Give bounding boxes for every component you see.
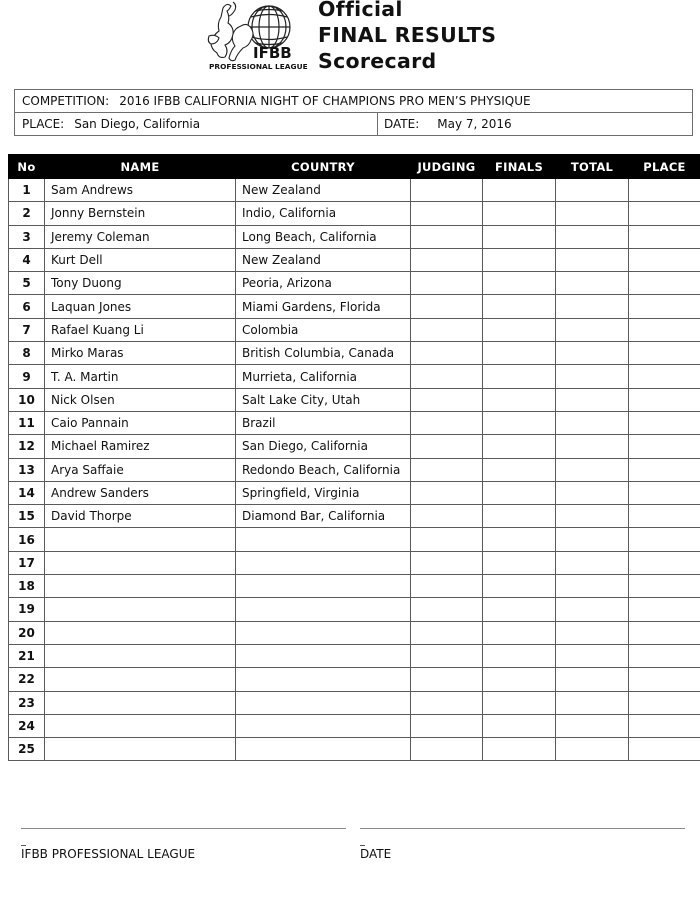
place-value: San Diego, California: [74, 117, 201, 131]
competitor-country: [236, 621, 411, 644]
table-header-row: [9, 155, 700, 179]
table-row: [9, 248, 700, 271]
table-row: [9, 528, 700, 551]
finals-score-cell[interactable]: [483, 738, 556, 761]
place-cell[interactable]: [629, 575, 700, 598]
row-number: 19: [9, 598, 45, 621]
total-score-cell[interactable]: [556, 295, 629, 318]
finals-score-cell[interactable]: [483, 668, 556, 691]
row-number: 22: [9, 668, 45, 691]
table-row: [9, 481, 700, 504]
total-score-cell[interactable]: [556, 598, 629, 621]
place-cell[interactable]: [629, 738, 700, 761]
place-cell[interactable]: [629, 342, 700, 365]
competition-info-box: [14, 89, 693, 136]
place-cell[interactable]: [629, 435, 700, 458]
total-score-cell[interactable]: [556, 714, 629, 737]
total-score-cell[interactable]: [556, 248, 629, 271]
table-row: [9, 668, 700, 691]
title-line-scorecard: Scorecard: [318, 49, 437, 73]
competitor-name: [45, 598, 236, 621]
judging-score-cell[interactable]: [411, 598, 483, 621]
table-row: [9, 551, 700, 574]
competitor-name: Sam Andrews: [45, 179, 236, 202]
column-header-no: No: [9, 155, 45, 179]
date-value: May 7, 2016: [437, 117, 512, 131]
competitor-name: Andrew Sanders: [45, 481, 236, 504]
competitor-name: Caio Pannain: [45, 411, 236, 434]
date-signature-tick: [360, 845, 365, 846]
table-row: [9, 738, 700, 761]
competitor-country: [236, 668, 411, 691]
finals-score-cell[interactable]: [483, 225, 556, 248]
league-signature-line: [21, 828, 346, 829]
place-cell[interactable]: [629, 458, 700, 481]
competitor-name: [45, 528, 236, 551]
total-score-cell[interactable]: [556, 435, 629, 458]
place-cell[interactable]: [629, 505, 700, 528]
finals-score-cell[interactable]: [483, 458, 556, 481]
total-score-cell[interactable]: [556, 738, 629, 761]
row-number: 16: [9, 528, 45, 551]
competitor-country: Murrieta, California: [236, 365, 411, 388]
total-score-cell[interactable]: [556, 505, 629, 528]
finals-score-cell[interactable]: [483, 598, 556, 621]
table-row: [9, 388, 700, 411]
judging-score-cell[interactable]: [411, 435, 483, 458]
finals-score-cell[interactable]: [483, 505, 556, 528]
competitor-name: [45, 621, 236, 644]
total-score-cell[interactable]: [556, 621, 629, 644]
competitor-name: Jeremy Coleman: [45, 225, 236, 248]
judging-score-cell[interactable]: [411, 505, 483, 528]
judging-score-cell[interactable]: [411, 411, 483, 434]
competitor-name: Nick Olsen: [45, 388, 236, 411]
total-score-cell[interactable]: [556, 202, 629, 225]
judging-score-cell[interactable]: [411, 388, 483, 411]
total-score-cell[interactable]: [556, 342, 629, 365]
finals-score-cell[interactable]: [483, 481, 556, 504]
total-score-cell[interactable]: [556, 225, 629, 248]
table-row: [9, 714, 700, 737]
judging-score-cell[interactable]: [411, 691, 483, 714]
row-number: 18: [9, 575, 45, 598]
table-row: [9, 202, 700, 225]
competitor-country: [236, 644, 411, 667]
total-score-cell[interactable]: [556, 528, 629, 551]
league-signature-label: IFBB PROFESSIONAL LEAGUE: [21, 847, 196, 861]
total-score-cell[interactable]: [556, 458, 629, 481]
competitor-country: [236, 575, 411, 598]
judging-score-cell[interactable]: [411, 528, 483, 551]
table-row: [9, 691, 700, 714]
table-row: [9, 505, 700, 528]
judging-score-cell[interactable]: [411, 668, 483, 691]
total-score-cell[interactable]: [556, 575, 629, 598]
place-cell[interactable]: [629, 528, 700, 551]
competitor-name: Kurt Dell: [45, 248, 236, 271]
competitor-name: [45, 551, 236, 574]
competitor-name: Mirko Maras: [45, 342, 236, 365]
finals-score-cell[interactable]: [483, 202, 556, 225]
row-number: 9: [9, 365, 45, 388]
table-row: [9, 318, 700, 341]
place-cell[interactable]: [629, 179, 700, 202]
table-row: [9, 225, 700, 248]
row-number: 1: [9, 179, 45, 202]
row-number: 6: [9, 295, 45, 318]
competitor-name: Michael Ramirez: [45, 435, 236, 458]
place-cell[interactable]: [629, 598, 700, 621]
row-number: 15: [9, 505, 45, 528]
competitor-name: [45, 738, 236, 761]
total-score-cell[interactable]: [556, 644, 629, 667]
judging-score-cell[interactable]: [411, 458, 483, 481]
results-table: [8, 154, 700, 761]
judging-score-cell[interactable]: [411, 179, 483, 202]
row-number: 23: [9, 691, 45, 714]
total-score-cell[interactable]: [556, 691, 629, 714]
place-label: PLACE:: [22, 117, 65, 131]
competitor-name: [45, 668, 236, 691]
finals-score-cell[interactable]: [483, 528, 556, 551]
column-header-place: PLACE: [629, 155, 700, 179]
finals-score-cell[interactable]: [483, 248, 556, 271]
finals-score-cell[interactable]: [483, 691, 556, 714]
finals-score-cell[interactable]: [483, 714, 556, 737]
judging-score-cell[interactable]: [411, 295, 483, 318]
competition-row: [15, 90, 692, 113]
table-row: [9, 272, 700, 295]
competitor-country: [236, 691, 411, 714]
judging-score-cell[interactable]: [411, 272, 483, 295]
judging-score-cell[interactable]: [411, 365, 483, 388]
competitor-country: Redondo Beach, California: [236, 458, 411, 481]
competitor-country: Miami Gardens, Florida: [236, 295, 411, 318]
competitor-country: Brazil: [236, 411, 411, 434]
judging-score-cell[interactable]: [411, 738, 483, 761]
competitor-name: [45, 714, 236, 737]
judging-score-cell[interactable]: [411, 318, 483, 341]
competitor-name: [45, 691, 236, 714]
competitor-name: T. A. Martin: [45, 365, 236, 388]
date-signature-line: [360, 828, 685, 829]
competitor-name: Arya Saffaie: [45, 458, 236, 481]
row-number: 3: [9, 225, 45, 248]
competition-field: [22, 94, 531, 108]
total-score-cell[interactable]: [556, 388, 629, 411]
svg-text:PROFESSIONAL LEAGUE: PROFESSIONAL LEAGUE: [209, 62, 308, 71]
finals-score-cell[interactable]: [483, 342, 556, 365]
place-cell[interactable]: [629, 202, 700, 225]
place-cell[interactable]: [629, 272, 700, 295]
competition-value: 2016 IFBB CALIFORNIA NIGHT OF CHAMPIONS PRO MEN’S PHYSIQUE: [119, 94, 531, 108]
judging-score-cell[interactable]: [411, 551, 483, 574]
total-score-cell[interactable]: [556, 318, 629, 341]
scorecard-title: [318, 0, 496, 74]
finals-score-cell[interactable]: [483, 272, 556, 295]
judging-score-cell[interactable]: [411, 714, 483, 737]
place-date-divider: [377, 113, 378, 135]
competition-label: COMPETITION:: [22, 94, 110, 108]
competitor-country: Springfield, Virginia: [236, 481, 411, 504]
column-header-name: NAME: [45, 155, 236, 179]
date-signature-label: DATE: [360, 847, 392, 861]
finals-score-cell[interactable]: [483, 435, 556, 458]
total-score-cell[interactable]: [556, 411, 629, 434]
table-row: [9, 365, 700, 388]
competitor-country: [236, 528, 411, 551]
table-row: [9, 342, 700, 365]
svg-text:IFBB: IFBB: [253, 44, 292, 62]
judging-score-cell[interactable]: [411, 644, 483, 667]
competitor-country: Peoria, Arizona: [236, 272, 411, 295]
column-header-finals: FINALS: [483, 155, 556, 179]
competitor-country: San Diego, California: [236, 435, 411, 458]
competitor-name: Laquan Jones: [45, 295, 236, 318]
results-table-body: [9, 179, 700, 761]
finals-score-cell[interactable]: [483, 551, 556, 574]
finals-score-cell[interactable]: [483, 575, 556, 598]
competitor-name: Tony Duong: [45, 272, 236, 295]
column-header-total: TOTAL: [556, 155, 629, 179]
place-cell[interactable]: [629, 388, 700, 411]
row-number: 17: [9, 551, 45, 574]
table-row: [9, 621, 700, 644]
competitor-name: Jonny Bernstein: [45, 202, 236, 225]
place-cell[interactable]: [629, 551, 700, 574]
competitor-country: [236, 598, 411, 621]
place-cell[interactable]: [629, 295, 700, 318]
place-cell[interactable]: [629, 644, 700, 667]
competitor-country: New Zealand: [236, 179, 411, 202]
row-number: 21: [9, 644, 45, 667]
ifbb-logo: [203, 0, 308, 72]
place-cell[interactable]: [629, 318, 700, 341]
competitor-country: Salt Lake City, Utah: [236, 388, 411, 411]
row-number: 13: [9, 458, 45, 481]
title-line-official: Official: [318, 0, 403, 21]
table-row: [9, 411, 700, 434]
finals-score-cell[interactable]: [483, 621, 556, 644]
competitor-country: Indio, California: [236, 202, 411, 225]
table-row: [9, 295, 700, 318]
row-number: 7: [9, 318, 45, 341]
table-row: [9, 644, 700, 667]
place-cell[interactable]: [629, 714, 700, 737]
competitor-country: [236, 714, 411, 737]
judging-score-cell[interactable]: [411, 202, 483, 225]
column-header-judging: JUDGING: [411, 155, 483, 179]
place-cell[interactable]: [629, 481, 700, 504]
place-field: [22, 117, 200, 131]
date-field: [384, 117, 512, 131]
column-header-country: COUNTRY: [236, 155, 411, 179]
place-cell[interactable]: [629, 691, 700, 714]
row-number: 11: [9, 411, 45, 434]
row-number: 10: [9, 388, 45, 411]
finals-score-cell[interactable]: [483, 318, 556, 341]
finals-score-cell[interactable]: [483, 179, 556, 202]
row-number: 20: [9, 621, 45, 644]
row-number: 12: [9, 435, 45, 458]
total-score-cell[interactable]: [556, 272, 629, 295]
competitor-name: [45, 575, 236, 598]
judging-score-cell[interactable]: [411, 225, 483, 248]
finals-score-cell[interactable]: [483, 388, 556, 411]
place-cell[interactable]: [629, 248, 700, 271]
place-cell[interactable]: [629, 621, 700, 644]
title-line-final-results: FINAL RESULTS: [318, 23, 497, 47]
finals-score-cell[interactable]: [483, 365, 556, 388]
table-row: [9, 598, 700, 621]
total-score-cell[interactable]: [556, 668, 629, 691]
row-number: 4: [9, 248, 45, 271]
competitor-name: David Thorpe: [45, 505, 236, 528]
competitor-name: Rafael Kuang Li: [45, 318, 236, 341]
finals-score-cell[interactable]: [483, 295, 556, 318]
judging-score-cell[interactable]: [411, 342, 483, 365]
row-number: 5: [9, 272, 45, 295]
competitor-country: British Columbia, Canada: [236, 342, 411, 365]
date-label: DATE:: [384, 117, 420, 131]
judging-score-cell[interactable]: [411, 621, 483, 644]
place-cell[interactable]: [629, 225, 700, 248]
judging-score-cell[interactable]: [411, 575, 483, 598]
ifbb-logo-icon: [203, 0, 308, 72]
judging-score-cell[interactable]: [411, 248, 483, 271]
total-score-cell[interactable]: [556, 481, 629, 504]
table-row: [9, 458, 700, 481]
row-number: 8: [9, 342, 45, 365]
competitor-country: Long Beach, California: [236, 225, 411, 248]
competitor-country: New Zealand: [236, 248, 411, 271]
competitor-country: Diamond Bar, California: [236, 505, 411, 528]
competitor-name: [45, 644, 236, 667]
total-score-cell[interactable]: [556, 551, 629, 574]
row-number: 24: [9, 714, 45, 737]
table-row: [9, 179, 700, 202]
competitor-country: [236, 551, 411, 574]
judging-score-cell[interactable]: [411, 481, 483, 504]
finals-score-cell[interactable]: [483, 411, 556, 434]
place-cell[interactable]: [629, 668, 700, 691]
total-score-cell[interactable]: [556, 365, 629, 388]
place-cell[interactable]: [629, 365, 700, 388]
table-row: [9, 435, 700, 458]
finals-score-cell[interactable]: [483, 644, 556, 667]
row-number: 2: [9, 202, 45, 225]
competitor-country: [236, 738, 411, 761]
place-date-row: [15, 113, 692, 135]
row-number: 14: [9, 481, 45, 504]
row-number: 25: [9, 738, 45, 761]
table-row: [9, 575, 700, 598]
total-score-cell[interactable]: [556, 179, 629, 202]
competitor-country: Colombia: [236, 318, 411, 341]
place-cell[interactable]: [629, 411, 700, 434]
league-signature-tick: [21, 845, 26, 846]
